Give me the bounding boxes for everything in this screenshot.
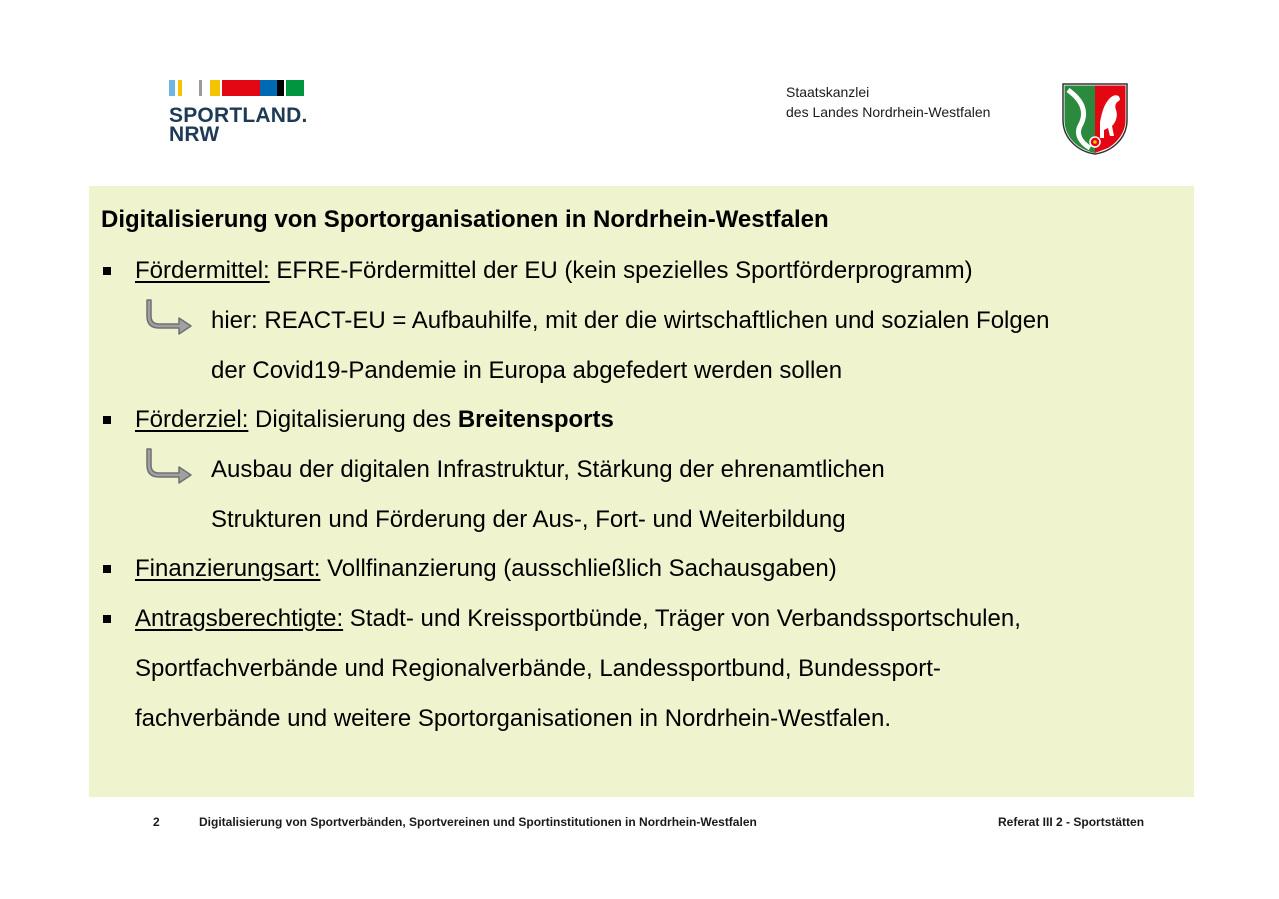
- footer-page-number: 2: [153, 815, 160, 829]
- item-label: Finanzierungsart:: [135, 555, 321, 582]
- item-text: Vollfinanzierung (ausschließlich Sachausgaben): [320, 555, 837, 582]
- item-continuation-line: fachverbände und weitere Sportorganisationen in Nordrhein-Westfalen.: [135, 705, 892, 732]
- footer-title: Digitalisierung von Sportverbänden, Sportvereinen und Sportinstitutionen in Nordrhein-Westfalen: [199, 815, 757, 829]
- item-label: Antragsberechtigte:: [135, 605, 344, 632]
- list-item-foerderziel: [135, 405, 614, 435]
- sub-point-line: Strukturen und Förderung der Aus-, Fort- und Weiterbildung: [211, 506, 846, 533]
- sub-point-line: hier: REACT-EU = Aufbauhilfe, mit der die wirtschaftlichen und sozialen Folgen: [211, 307, 1050, 334]
- item-text: Stadt- und Kreissportbünde, Träger von Verbandssportschulen,: [343, 605, 1021, 632]
- sub-point-arrow-icon: [143, 447, 195, 487]
- slide-title: Digitalisierung von Sportorganisationen in Nordrhein-Westfalen: [101, 206, 829, 233]
- sportland-nrw-logo: [169, 80, 309, 150]
- list-item-finanzierungsart: [135, 554, 837, 584]
- logo-color-bars: [169, 80, 305, 96]
- logo-text-sportland: SPORTLAND.: [169, 104, 308, 127]
- content-panel: [89, 186, 1194, 797]
- staatskanzlei-line1: Staatskanzlei: [786, 84, 870, 100]
- sub-point-arrow-icon: [143, 298, 195, 338]
- sub-point-line: Ausbau der digitalen Infrastruktur, Stärkung der ehrenamtlichen: [211, 456, 885, 483]
- list-item-antragsberechtigte: [135, 604, 1021, 634]
- item-text: EFRE-Fördermittel der EU (kein spezielles Sportförderprogramm): [269, 257, 973, 284]
- bullet-marker: [103, 615, 111, 623]
- list-item-foerdermittel: [135, 256, 973, 286]
- staatskanzlei-line2: des Landes Nordrhein-Westfalen: [786, 104, 991, 120]
- staatskanzlei-label: [786, 82, 990, 122]
- item-label: Fördermittel:: [135, 257, 270, 284]
- bullet-marker: [103, 267, 111, 275]
- bullet-marker: [103, 565, 111, 573]
- nrw-coat-of-arms-icon: [1060, 82, 1130, 156]
- item-continuation-line: Sportfachverbände und Regionalverbände, Landessportbund, Bundessport-: [135, 655, 941, 682]
- logo-text-nrw: NRW: [169, 123, 220, 146]
- item-text: Digitalisierung des: [248, 406, 458, 433]
- bullet-marker: [103, 416, 111, 424]
- sub-point-line: der Covid19-Pandemie in Europa abgefedert werden sollen: [211, 357, 843, 384]
- item-text-bold: Breitensports: [457, 406, 614, 433]
- footer-department: Referat III 2 - Sportstätten: [998, 815, 1145, 829]
- item-label: Förderziel:: [135, 406, 249, 433]
